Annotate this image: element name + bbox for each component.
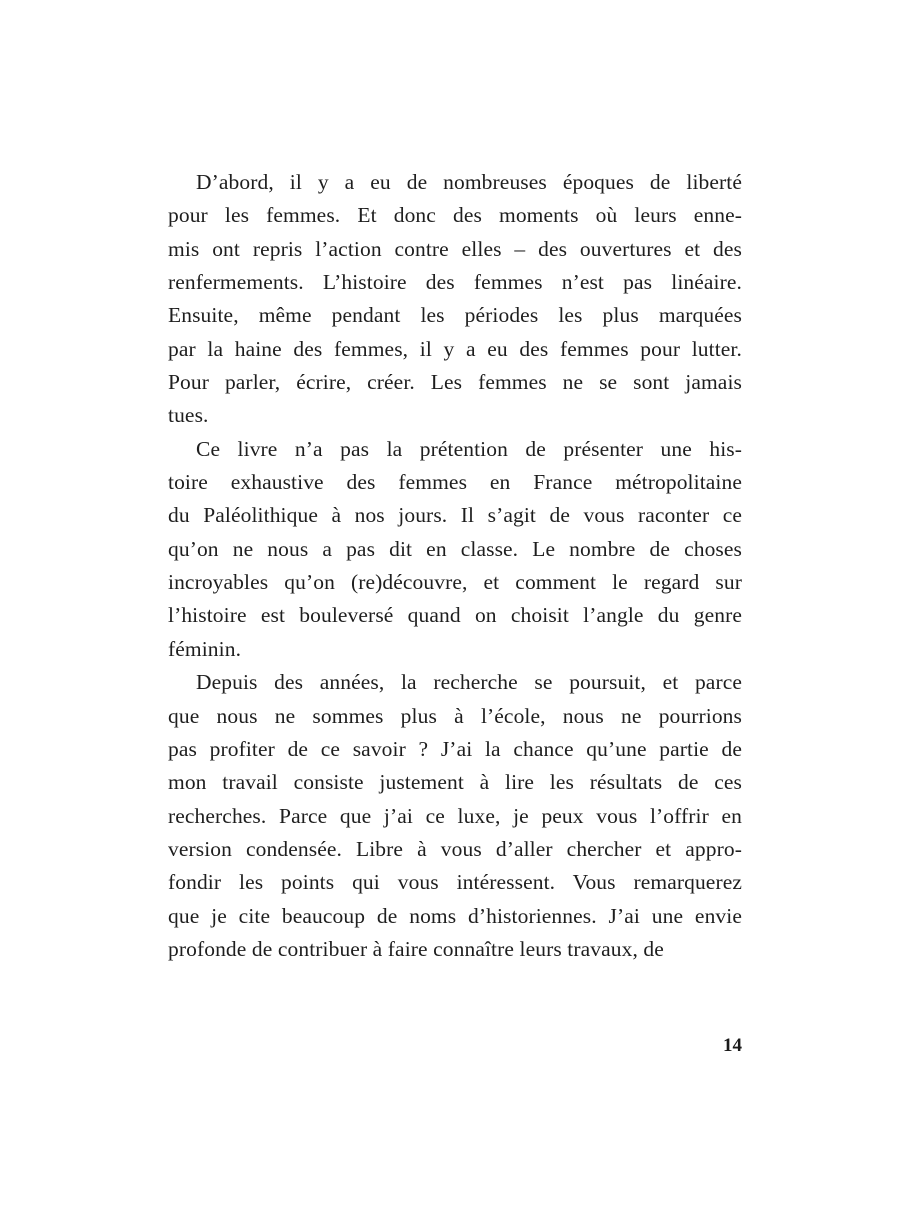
paragraph (168, 666, 742, 966)
text-line: fondir les points qui vous intéressent. Vous remarquerez (168, 870, 742, 895)
text-line: Pour parler, écrire, créer. Les femmes ne se sont jamais (168, 370, 742, 395)
text-line: qu’on ne nous a pas dit en classe. Le nombre de choses (168, 536, 742, 561)
text-line: mon travail consiste justement à lire les résultats de ces (168, 770, 742, 795)
text-line: féminin. (168, 636, 242, 661)
text-line: l’histoire est bouleversé quand on choisit l’angle du genre (168, 603, 742, 628)
page-text (168, 166, 742, 966)
text-line: du Paléolithique à nos jours. Il s’agit de vous raconter ce (168, 503, 742, 528)
paragraph (168, 433, 742, 666)
text-line: que je cite beaucoup de noms d’historiennes. J’ai une envie (168, 903, 742, 928)
text-line: Ensuite, même pendant les périodes les plus marquées (168, 303, 742, 328)
text-line: pour les femmes. Et donc des moments où leurs enne- (168, 203, 742, 228)
page-number: 14 (723, 1035, 742, 1056)
text-line: D’abord, il y a eu de nombreuses époques de liberté (196, 170, 742, 194)
text-line: par la haine des femmes, il y a eu des femmes pour lutter. (168, 336, 742, 361)
text-line: tues. (168, 403, 209, 428)
text-line: version condensée. Libre à vous d’aller chercher et appro- (168, 836, 742, 861)
text-line: Ce livre n’a pas la prétention de présenter une his- (196, 436, 742, 461)
text-line: recherches. Parce que j’ai ce luxe, je peux vous l’offrir en (168, 803, 742, 828)
text-line: Depuis des années, la recherche se poursuit, et parce (196, 670, 742, 695)
text-line: pas profiter de ce savoir ? J’ai la chance qu’une partie de (168, 736, 742, 761)
text-line: que nous ne sommes plus à l’école, nous ne pourrions (168, 703, 742, 728)
text-line: renfermements. L’histoire des femmes n’est pas linéaire. (168, 270, 742, 295)
text-line: incroyables qu’on (re)découvre, et comment le regard sur (168, 570, 742, 595)
text-line: mis ont repris l’action contre elles – des ouvertures et des (168, 236, 742, 261)
text-line: toire exhaustive des femmes en France métropolitaine (168, 470, 742, 495)
text-line: profonde de contribuer à faire connaître leurs travaux, de (168, 936, 664, 961)
paragraph (168, 166, 742, 433)
